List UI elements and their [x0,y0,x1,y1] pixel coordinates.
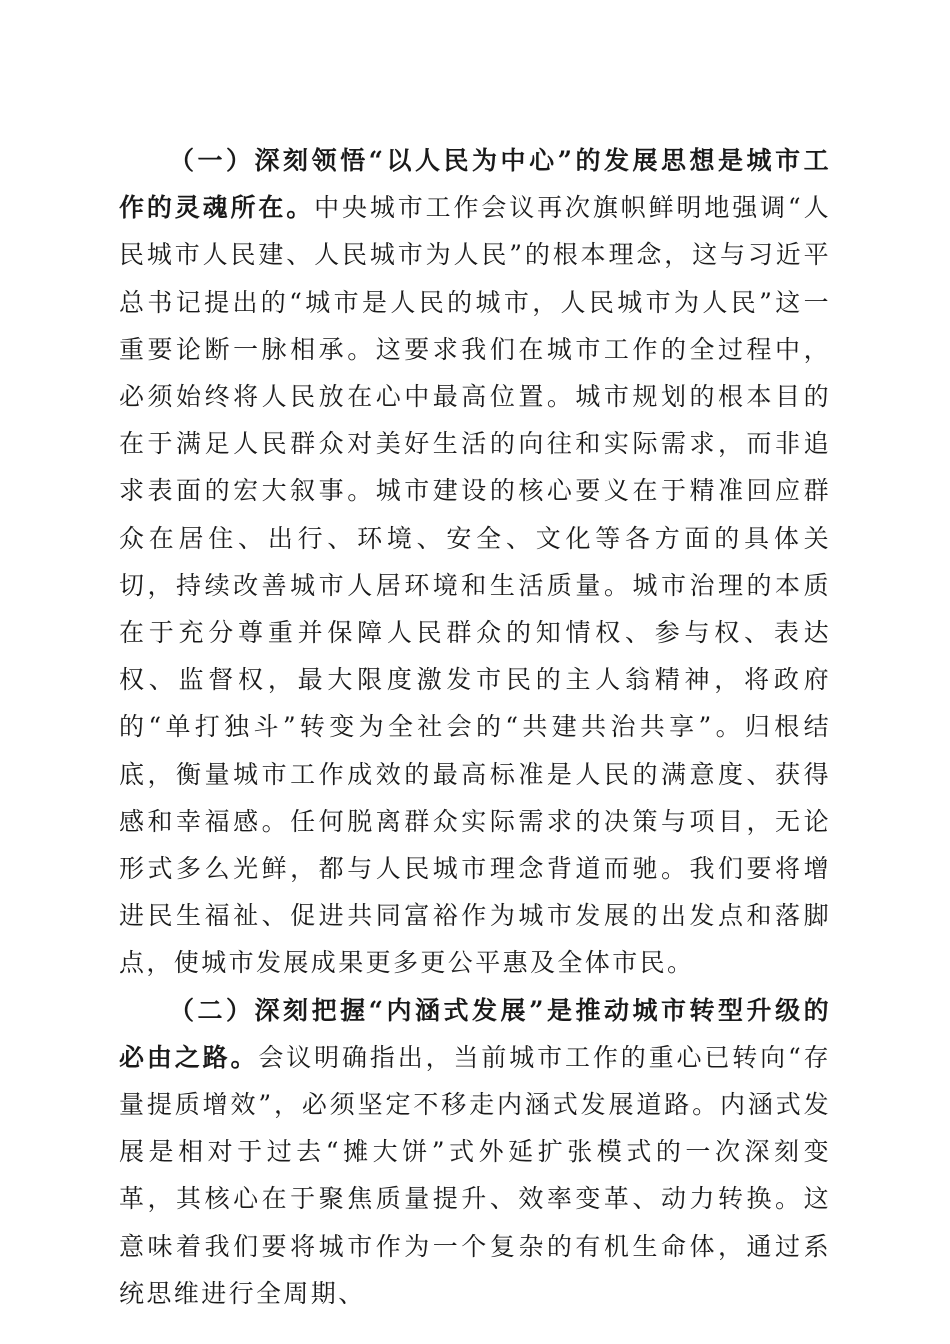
document-body [119,137,831,1317]
paragraph-1-heading: （一）深刻领悟“以人民为中心”的发展思想是城市工作的灵魂所在。 [119,146,831,223]
paragraph-2-heading: （二）深刻把握“内涵式发展”是推动城市转型升级的必由之路。 [119,995,831,1072]
paragraph-1 [119,137,831,987]
paragraph-2-body: 会议明确指出，当前城市工作的重心已转向“存量提质增效”，必须坚定不移走内涵式发展道路。内涵式发展是相对于过去“摊大饼”式外延扩张模式的一次深刻变革，其核心在于聚焦质量提升、效率变革、动力转换。这意味着我们要将城市作为一个复杂的有机生命体，通过系统思维进行全周期、 [119,1042,831,1308]
paragraph-2 [119,987,831,1317]
paragraph-1-body: 中央城市工作会议再次旗帜鲜明地强调“人民城市人民建、人民城市为人民”的根本理念，这与习近平总书记提出的“城市是人民的城市，人民城市为人民”这一重要论断一脉相承。这要求我们在城市工作的全过程中，必须始终将人民放在心中最高位置。城市规划的根本目的在于满足人民群众对美好生活的向往和实际需求，而非追求表面的宏大叙事。城市建设的核心要义在于精准回应群众在居住、出行、环境、安全、文化等各方面的具体关切，持续改善城市人居环境和生活质量。城市治理的本质在于充分尊重并保障人民群众的知情权、参与权、表达权、监督权，最大限度激发市民的主人翁精神，将政府的“单打独斗”转变为全社会的“共建共治共享”。归根结底，衡量城市工作成效的最高标准是人民的满意度、获得感和幸福感。任何脱离群众实际需求的决策与项目，无论形式多么光鲜，都与人民城市理念背道而驰。我们要将增进民生福祉、促进共同富裕作为城市发展的出发点和落脚点，使城市发展成果更多更公平惠及全体市民。 [119,193,831,978]
